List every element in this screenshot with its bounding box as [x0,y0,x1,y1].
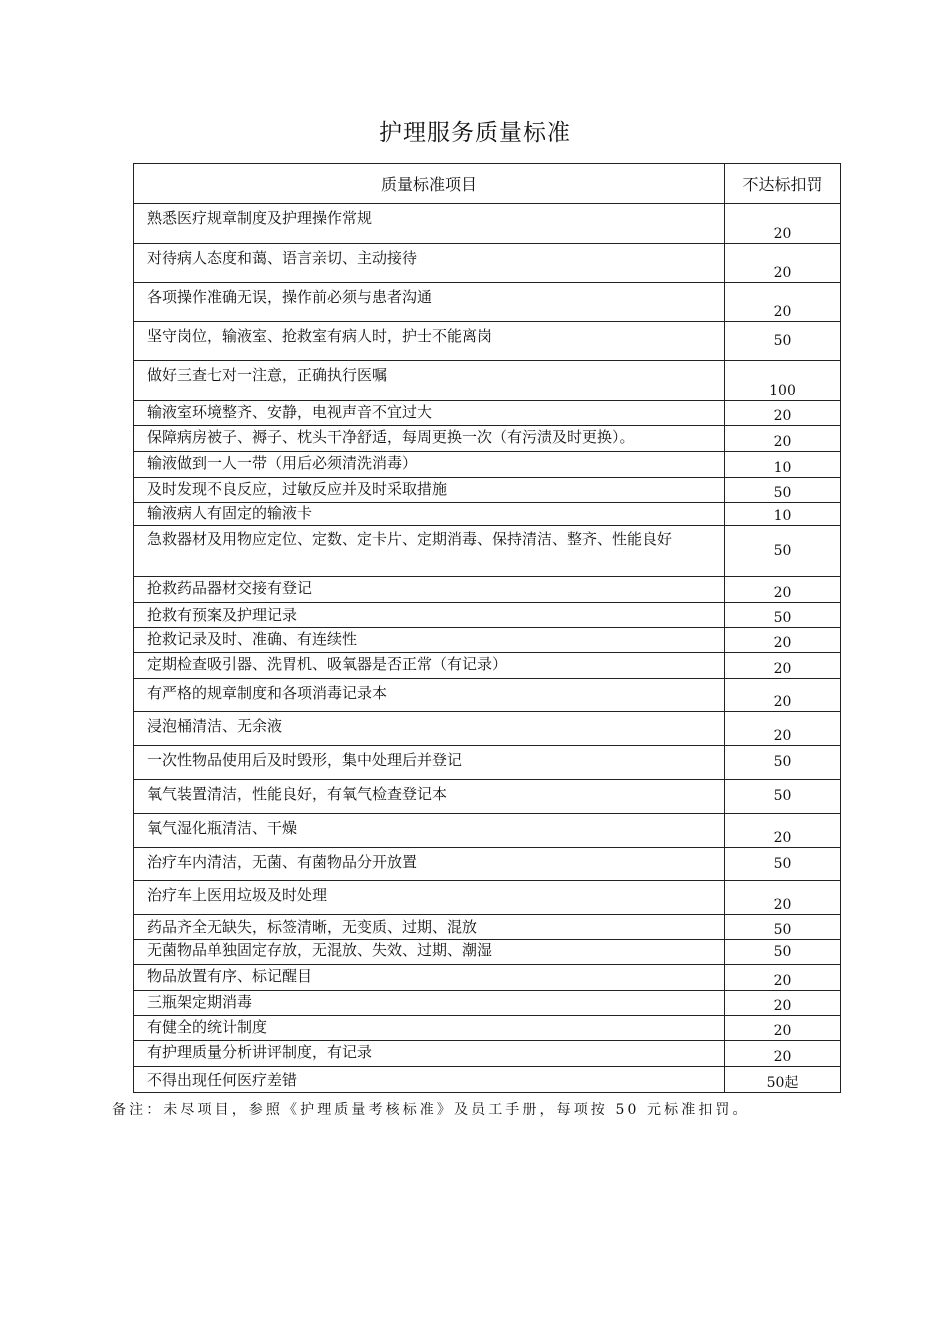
row-penalty: 50 [725,915,841,940]
row-item: 抢救药品器材交接有登记 [134,577,725,603]
row-penalty: 20 [725,814,841,848]
row-item: 对待病人态度和蔼、语言亲切、主动接待 [134,244,725,283]
table-row [134,244,841,283]
row-item: 定期检查吸引器、洗胃机、吸氧器是否正常（有记录） [134,653,725,679]
row-penalty: 20 [725,965,841,991]
row-penalty: 10 [725,452,841,478]
table-row [134,283,841,322]
table-row [134,1016,841,1041]
row-penalty: 20 [725,577,841,603]
row-item: 有护理质量分析讲评制度，有记录 [134,1041,725,1067]
row-item: 浸泡桶清洁、无余液 [134,712,725,746]
row-penalty: 50 [725,478,841,503]
row-penalty: 50 [725,322,841,361]
row-penalty: 20 [725,653,841,679]
table-row [134,679,841,712]
table-row [134,814,841,848]
header-penalty: 不达标扣罚 [725,164,841,204]
table-row [134,965,841,991]
table-row [134,881,841,915]
row-item: 输液做到一人一带（用后必须清洗消毒） [134,452,725,478]
row-penalty: 20 [725,401,841,426]
table-row [134,940,841,965]
row-penalty: 50起 [725,1067,841,1093]
row-penalty: 50 [725,746,841,780]
table-row [134,1067,841,1093]
row-item: 保障病房被子、褥子、枕头干净舒适，每周更换一次（有污渍及时更换）。 [134,426,725,452]
row-penalty: 100 [725,361,841,401]
table-row [134,915,841,940]
row-penalty: 20 [725,1016,841,1041]
row-item: 药品齐全无缺失，标签清晰，无变质、过期、混放 [134,915,725,940]
row-item: 治疗车内清洁，无菌、有菌物品分开放置 [134,848,725,881]
row-penalty: 50 [725,526,841,577]
row-penalty: 20 [725,881,841,915]
table-row [134,478,841,503]
row-item: 不得出现任何医疗差错 [134,1067,725,1093]
row-penalty: 20 [725,628,841,653]
row-penalty: 20 [725,991,841,1016]
row-penalty: 50 [725,780,841,814]
row-item: 做好三查七对一注意，正确执行医嘱 [134,361,725,401]
row-penalty: 20 [725,204,841,244]
row-penalty: 20 [725,283,841,322]
row-penalty: 20 [725,426,841,452]
row-penalty: 10 [725,503,841,526]
row-item: 有严格的规章制度和各项消毒记录本 [134,679,725,712]
table-row [134,628,841,653]
row-item: 各项操作准确无误，操作前必须与患者沟通 [134,283,725,322]
table-row [134,603,841,628]
table-row [134,503,841,526]
row-item: 急救器材及用物应定位、定数、定卡片、定期消毒、保持清洁、整齐、性能良好 [134,526,725,577]
row-item: 氧气装置清洁，性能良好，有氧气检查登记本 [134,780,725,814]
table-row [134,401,841,426]
row-penalty: 20 [725,712,841,746]
row-item: 三瓶架定期消毒 [134,991,725,1016]
table-row [134,204,841,244]
row-penalty: 20 [725,244,841,283]
row-item: 抢救记录及时、准确、有连续性 [134,628,725,653]
row-item: 输液室环境整齐、安静，电视声音不宜过大 [134,401,725,426]
table-row [134,577,841,603]
row-penalty: 50 [725,603,841,628]
quality-standard-table [133,163,841,1093]
table-row [134,322,841,361]
row-item: 氧气湿化瓶清洁、干燥 [134,814,725,848]
header-item: 质量标准项目 [134,164,725,204]
row-item: 输液病人有固定的输液卡 [134,503,725,526]
footnote: 备注：未尽项目，参照《护理质量考核标准》及员工手册，每项按 50 元标准扣罚。 [112,1102,750,1118]
row-penalty: 50 [725,848,841,881]
document-title: 护理服务质量标准 [379,120,571,146]
row-item: 治疗车上医用垃圾及时处理 [134,881,725,915]
row-item: 有健全的统计制度 [134,1016,725,1041]
table-row [134,526,841,577]
table-row [134,452,841,478]
table-row [134,1041,841,1067]
table-row [134,780,841,814]
table-row [134,712,841,746]
row-penalty: 20 [725,679,841,712]
table-row [134,746,841,780]
table-row [134,426,841,452]
row-item: 抢救有预案及护理记录 [134,603,725,628]
table-header-row [134,164,841,204]
row-item: 一次性物品使用后及时毁形，集中处理后并登记 [134,746,725,780]
row-item: 及时发现不良反应，过敏反应并及时采取措施 [134,478,725,503]
table-row [134,848,841,881]
row-item: 无菌物品单独固定存放，无混放、失效、过期、潮湿 [134,940,725,965]
table-row [134,991,841,1016]
row-penalty: 50 [725,940,841,965]
row-penalty: 20 [725,1041,841,1067]
table-row [134,361,841,401]
row-item: 坚守岗位，输液室、抢救室有病人时，护士不能离岗 [134,322,725,361]
table-row [134,653,841,679]
row-item: 熟悉医疗规章制度及护理操作常规 [134,204,725,244]
row-item: 物品放置有序、标记醒目 [134,965,725,991]
